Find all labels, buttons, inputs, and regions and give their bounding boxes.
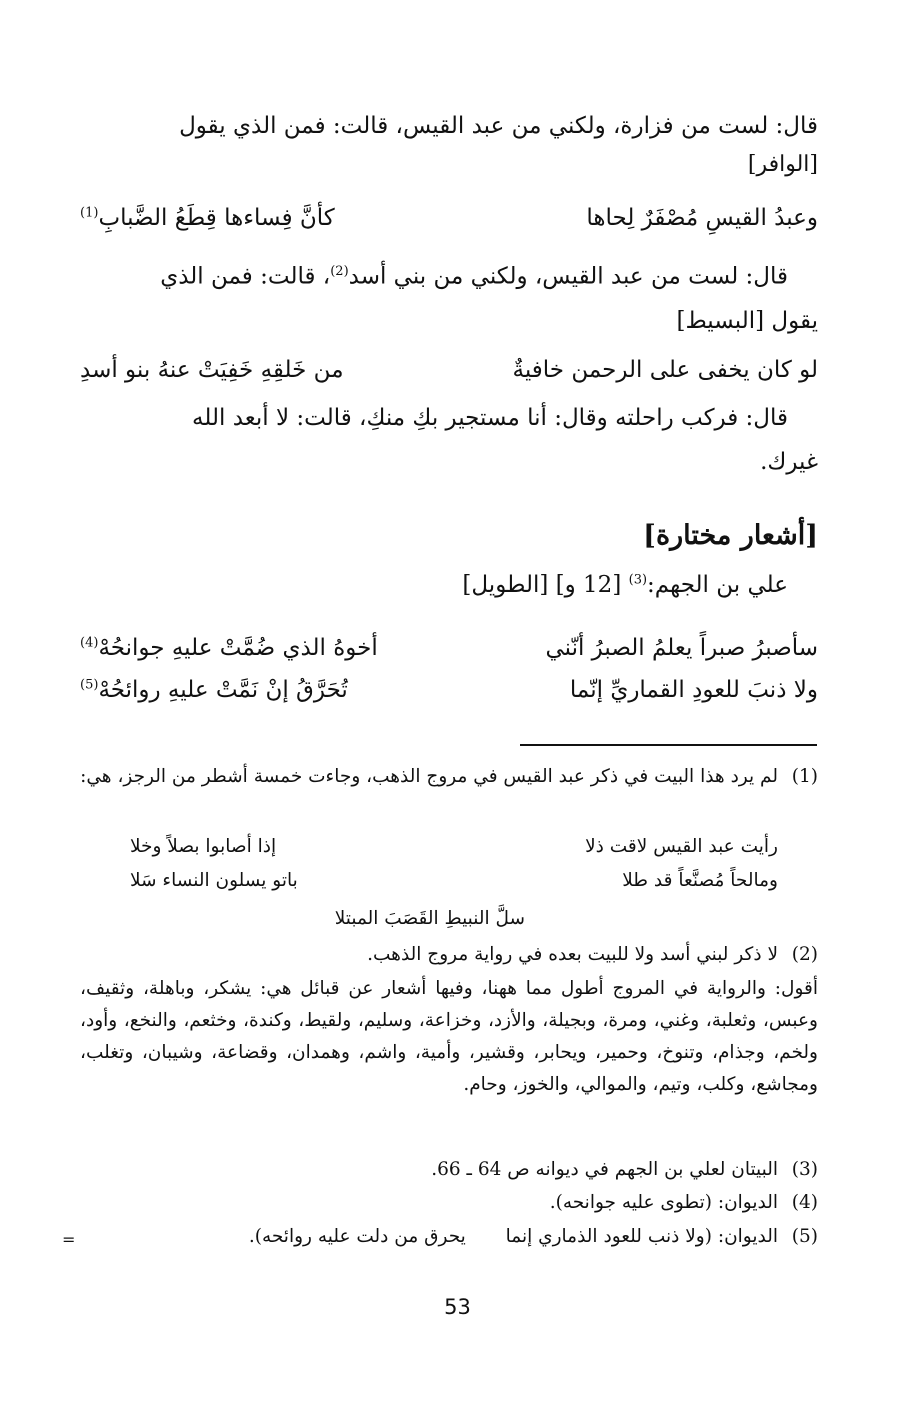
poet-attribution xyxy=(462,572,788,598)
verse-3-first-hemistich: سأصبرُ صبراً يعلمُ الصبرُ أنّني xyxy=(545,635,818,661)
paragraph-1 xyxy=(78,104,818,148)
verse-1 xyxy=(80,196,818,240)
footnote-3-text: البيتان لعلي بن الجهم في ديوانه ص 64 ـ 66. xyxy=(431,1159,778,1180)
section-heading: [أشعار مختارة] xyxy=(643,520,818,551)
paragraph-3-line-2: غيرك. xyxy=(760,449,818,475)
footnote-1-poem-line-2-a: ومالحاً مُصنَّعاً قد طلا xyxy=(622,870,778,891)
paragraph-2-line-1 xyxy=(78,250,818,299)
footnote-1-poem-line-3: سلَّ النبيطِ القَصَبَ المبتلا xyxy=(334,908,525,929)
footnote-ref-4: (4) xyxy=(80,635,99,651)
footnote-ref-5: (5) xyxy=(80,677,99,693)
footnote-1-poem-line-2-b: باتو يسلون النساء سَلا xyxy=(130,870,298,891)
footnote-5-text xyxy=(80,1222,778,1252)
verse-4-second-hemistich xyxy=(80,677,348,703)
footnote-1-number: (1) xyxy=(791,766,818,787)
paragraph-3 xyxy=(78,396,818,484)
verse-1-first-hemistich: وعبدُ القيسِ مُصْفَرٌ لِحاها xyxy=(586,205,818,231)
footnote-ref-1: (1) xyxy=(80,205,99,221)
verse-2-second-hemistich: من خَلقِهِ خَفِيَتْ عنهُ بنو أسدِ xyxy=(80,357,344,383)
footnote-5 xyxy=(80,1222,818,1252)
verse-3-second-text: أخوهُ الذي ضُمَّتْ عليهِ جوانحُهْ xyxy=(98,635,378,661)
footnote-2-extra xyxy=(80,973,818,1101)
footnote-ref-3: (3) xyxy=(628,572,648,588)
poet-name: علي بن الجهم: xyxy=(647,572,788,598)
paragraph-1-line: قال: لست من فزارة، ولكني من عبد القيس، قالت: فمن الذي يقول xyxy=(179,113,818,139)
verse-3 xyxy=(80,626,818,670)
verse-3-second-hemistich xyxy=(80,635,378,661)
footnote-5-text-a: الديوان: (ولا ذنب للعود الذماري إنما xyxy=(505,1226,778,1247)
verse-2-first-hemistich: لو كان يخفى على الرحمن خافيةٌ xyxy=(512,357,818,383)
footnote-ref-2: (2) xyxy=(330,264,349,279)
footnote-3 xyxy=(80,1155,818,1185)
margin-mark: = xyxy=(62,1230,76,1249)
paragraph-2-text: قال: لست من عبد القيس، ولكني من بني أسد xyxy=(348,263,788,290)
manuscript-and-meter: [12 و] [الطويل] xyxy=(462,572,622,598)
paragraph-3-line-1: قال: فركب راحلته وقال: أنا مستجير بكِ منكِ، قالت: لا أبعد الله xyxy=(192,405,788,431)
footnote-4-text: الديوان: (تطوى عليه جوانحه). xyxy=(549,1192,778,1213)
paragraph-2-line-2: يقول [البسيط] xyxy=(676,307,818,334)
meter-label-wafir: [الوافر] xyxy=(747,152,818,177)
footnote-5-number: (5) xyxy=(791,1226,818,1247)
footnote-4 xyxy=(80,1188,818,1218)
footnote-1-poem-line-1-b: إذا أصابوا بصلاً وخلا xyxy=(130,836,277,857)
verse-4 xyxy=(80,668,818,712)
footnote-5-text-b: يحرق من دلت عليه روائحه). xyxy=(248,1226,466,1247)
footnote-separator xyxy=(520,744,817,746)
paragraph-2-text-tail: ، قالت: فمن الذي xyxy=(160,263,331,290)
paragraph-2 xyxy=(78,250,818,343)
footnote-3-number: (3) xyxy=(791,1159,818,1180)
verse-4-first-hemistich: ولا ذنبَ للعودِ القماريِّ إنّما xyxy=(569,677,818,703)
footnote-4-number: (4) xyxy=(791,1192,818,1213)
verse-4-second-text: تُحَرَّقُ إنْ نَمَّتْ عليهِ روائحُهْ xyxy=(98,677,348,703)
verse-1-second-hemistich xyxy=(80,205,335,231)
footnote-1 xyxy=(80,762,818,792)
footnote-2-text: لا ذكر لبني أسد ولا للبيت بعده في رواية مروج الذهب. xyxy=(367,944,778,965)
page-number: 53 xyxy=(444,1295,471,1319)
footnote-2 xyxy=(80,940,818,970)
verse-2 xyxy=(80,348,818,392)
footnote-2-number: (2) xyxy=(791,944,818,965)
footnote-2-extra-text: أقول: والرواية في المروج أطول مما ههنا، وفيها أشعار عن قبائل هي: يشكر، وباهلة، وثقيف، وعبس، وثعلبة، وغني، ومرة، وبجيلة، والأزد، وخزاعة، وسليم، ولقيط، وكندة، وخثعم، والنخع، وأود، ولخم، وجذام، وتنوخ، وحمير، ويحابر، وقشير، وأمية، واشم، وهمدان، وقضاعة، وشيبان، وتغلب، ومجاشع، وكلب، وتيم، والموالي، والخوز، وحام. xyxy=(80,978,818,1095)
footnote-1-poem-line-1-a: رأيت عبد القيس لاقت ذلا xyxy=(585,836,778,857)
footnote-1-text: لم يرد هذا البيت في ذكر عبد القيس في مروج الذهب، وجاءت خمسة أشطر من الرجز، هي: xyxy=(80,766,778,787)
verse-1-second-text: كأنَّ فِساءها قِطَعُ الضَّبابِ xyxy=(98,205,335,231)
